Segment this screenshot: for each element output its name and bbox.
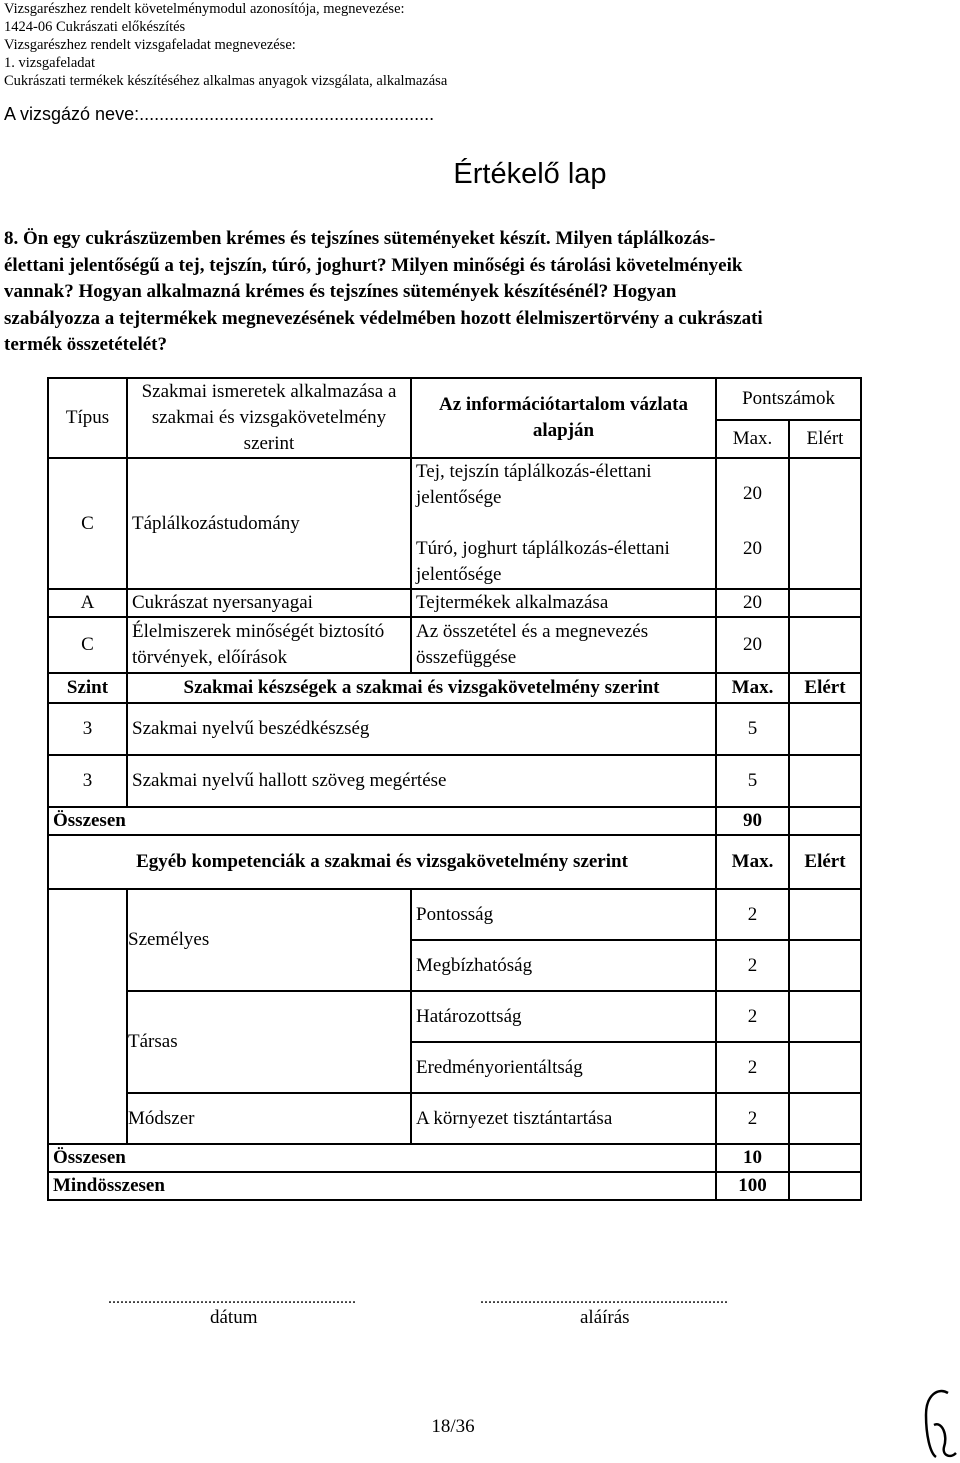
- competency-max: 2: [716, 1042, 789, 1093]
- subtotal-value: 10: [716, 1144, 789, 1172]
- header-line: 1424-06 Cukrászati előkészítés: [4, 19, 186, 35]
- page-title: Értékelő lap: [453, 158, 607, 190]
- date-line: ..............................................................: [108, 1290, 356, 1307]
- knowledge-info: Tej, tejszín táplálkozás-élettani jelentősége: [411, 458, 716, 528]
- competency-name: Eredményorientáltság: [411, 1042, 716, 1093]
- candidate-name-line: A vizsgázó neve:...........................................................: [4, 104, 435, 124]
- knowledge-type: A: [48, 589, 127, 617]
- competency-category: Társas: [127, 991, 411, 1093]
- col-header-achieved: Elért: [789, 835, 861, 889]
- grand-total-label: Mindösszesen: [48, 1172, 716, 1200]
- grand-total-value: 100: [716, 1172, 789, 1200]
- col-header-knowledge: Szakmai ismeretek alkalmazása a szakmai és vizsgakövetelmény szerint: [127, 378, 411, 458]
- exam-question: [4, 226, 909, 359]
- signature-label: aláírás: [580, 1307, 630, 1328]
- col-header-competencies: Egyéb kompetenciák a szakmai és vizsgakövetelmény szerint: [48, 835, 716, 889]
- knowledge-achieved[interactable]: [789, 528, 861, 589]
- subtotal-label: Összesen: [48, 807, 716, 835]
- knowledge-skill: Élelmiszerek minőségét biztosító törvények, előírások: [127, 617, 411, 673]
- col-header-points: Pontszámok: [716, 378, 861, 420]
- col-header-achieved: Elért: [789, 420, 861, 458]
- signature-line: ..............................................................: [480, 1290, 728, 1307]
- knowledge-info: Túró, joghurt táplálkozás-élettani jelentősége: [411, 528, 716, 589]
- competency-category: Módszer: [127, 1093, 411, 1144]
- col-header-achieved: Elért: [789, 673, 861, 703]
- question-line: vannak? Hogyan alkalmazná krémes és tejszínes sütemények készítésénél? Hogyan: [4, 281, 677, 302]
- skill-level: 3: [48, 703, 127, 755]
- skill-max: 5: [716, 703, 789, 755]
- knowledge-achieved[interactable]: [789, 589, 861, 617]
- date-label: dátum: [210, 1307, 258, 1328]
- knowledge-type: C: [48, 617, 127, 673]
- knowledge-achieved[interactable]: [789, 617, 861, 673]
- col-header-tipus: Típus: [48, 378, 127, 458]
- competency-achieved[interactable]: [789, 889, 861, 940]
- knowledge-achieved[interactable]: [789, 458, 861, 528]
- knowledge-info: Tejtermékek alkalmazása: [411, 589, 716, 617]
- header-line: Vizsgarészhez rendelt követelménymodul azonosítója, megnevezése:: [4, 1, 405, 17]
- page-number: 18/36: [431, 1416, 475, 1437]
- document-header: [4, 0, 447, 90]
- grand-total-achieved[interactable]: [789, 1172, 861, 1200]
- subtotal-achieved[interactable]: [789, 807, 861, 835]
- knowledge-type: C: [48, 458, 127, 589]
- knowledge-skill: Cukrászat nyersanyagai: [127, 589, 411, 617]
- knowledge-max: 20: [716, 458, 789, 528]
- question-line: élettani jelentőségű a tej, tejszín, túró, joghurt? Milyen minőségi és tárolási követelményeik: [4, 254, 743, 276]
- competency-achieved[interactable]: [789, 1093, 861, 1144]
- skill-max: 5: [716, 755, 789, 807]
- initials-signature: [918, 1385, 960, 1463]
- col-header-skills: Szakmai készségek a szakmai és vizsgakövetelmény szerint: [127, 673, 716, 703]
- subtotal-achieved[interactable]: [789, 1144, 861, 1172]
- col-header-max: Max.: [716, 673, 789, 703]
- skill-name: Szakmai nyelvű hallott szöveg megértése: [127, 755, 716, 807]
- subtotal-label: Összesen: [48, 1144, 716, 1172]
- knowledge-skill: Táplálkozástudomány: [127, 458, 411, 589]
- skill-name: Szakmai nyelvű beszédkészség: [127, 703, 716, 755]
- competency-max: 2: [716, 889, 789, 940]
- skill-achieved[interactable]: [789, 703, 861, 755]
- question-line: 8. Ön egy cukrászüzemben krémes és tejszínes süteményeket készít. Milyen táplálkozás-: [4, 228, 716, 249]
- knowledge-info: Az összetétel és a megnevezés összefüggése: [411, 617, 716, 673]
- competency-spacer: [48, 889, 127, 1144]
- header-line: 1. vizsgafeladat: [4, 55, 95, 71]
- knowledge-max: 20: [716, 528, 789, 589]
- knowledge-max: 20: [716, 589, 789, 617]
- competency-max: 2: [716, 1093, 789, 1144]
- subtotal-value: 90: [716, 807, 789, 835]
- evaluation-table: [47, 377, 862, 1201]
- question-line: termék összetételét?: [4, 334, 167, 355]
- competency-achieved[interactable]: [789, 1042, 861, 1093]
- competency-achieved[interactable]: [789, 991, 861, 1042]
- competency-name: A környezet tisztántartása: [411, 1093, 716, 1144]
- competency-name: Megbízhatóság: [411, 940, 716, 991]
- skill-achieved[interactable]: [789, 755, 861, 807]
- competency-achieved[interactable]: [789, 940, 861, 991]
- header-line: Vizsgarészhez rendelt vizsgafeladat megnevezése:: [4, 37, 296, 53]
- competency-category: Személyes: [127, 889, 411, 991]
- competency-name: Határozottság: [411, 991, 716, 1042]
- competency-max: 2: [716, 991, 789, 1042]
- col-header-max: Max.: [716, 420, 789, 458]
- competency-max: 2: [716, 940, 789, 991]
- question-line: szabályozza a tejtermékek megnevezésének védelmében hozott élelmiszertörvény a cukrászati: [4, 307, 763, 329]
- col-header-max: Max.: [716, 835, 789, 889]
- header-line: Cukrászati termékek készítéséhez alkalmas anyagok vizsgálata, alkalmazása: [4, 73, 448, 89]
- col-header-info: Az információtartalom vázlata alapján: [411, 378, 716, 458]
- competency-name: Pontosság: [411, 889, 716, 940]
- col-header-level: Szint: [48, 673, 127, 703]
- skill-level: 3: [48, 755, 127, 807]
- knowledge-max: 20: [716, 617, 789, 673]
